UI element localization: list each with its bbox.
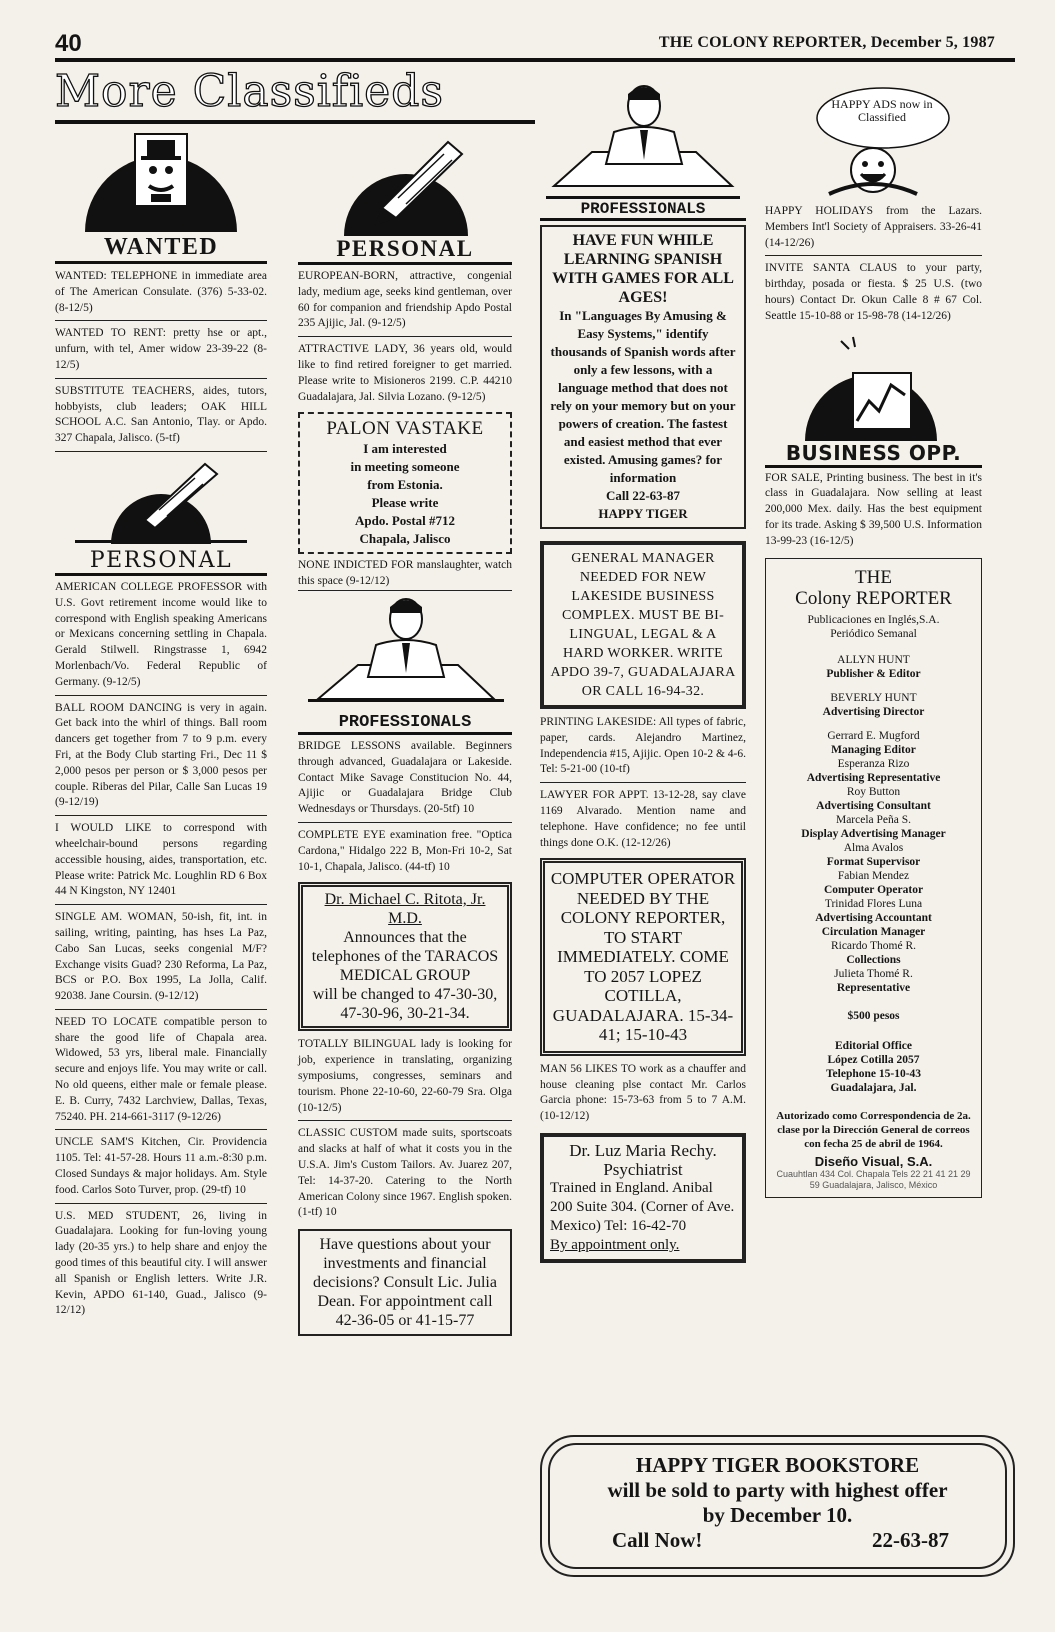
- office-line: Guadalajara, Jal.: [830, 1081, 917, 1094]
- staff-person-role: Advertising Director: [822, 705, 925, 718]
- staff-person-name: ALLYN HUNT: [837, 653, 910, 666]
- quill-pen-illustration: [298, 128, 512, 236]
- none-indicted-ad: NONE INDICTED FOR manslaughter, watch this space (9-12/12): [298, 558, 512, 591]
- staff-person-name: Marcela Peña S.: [835, 813, 912, 826]
- staff-entry: [772, 967, 975, 995]
- staff-person-role: Computer Operator: [823, 883, 924, 896]
- staff-person-role: Collections: [846, 953, 901, 966]
- bookstore-line3: by December 10.: [702, 1503, 853, 1527]
- list-item: ATTRACTIVE LADY, 36 years old, would like to find retired foreigner to get married. Please write to Misioneros 2199. C.P. 44210 Guadalajara, Jal. Silvia Lozano. (9-12/5): [298, 343, 512, 403]
- list-item: BRIDGE LESSONS available. Beginners through advanced, Guadalajara or Lakeside. Contact Mike Savage Constitucion No. 44, Ajijic or Guadalajara Bridge Club Wednesdays or Thursdays. (20-5tf) 10: [298, 737, 512, 823]
- text-line: in meeting someone: [350, 459, 460, 475]
- bookstore-inner: [548, 1443, 1007, 1569]
- wanted-man-illustration: [55, 128, 267, 232]
- rechy-body: Trained in England. Anibal 200 Suite 304. (Corner of Ave. Mexico) Tel: 16-42-70: [550, 1180, 735, 1235]
- staff-entry: [772, 925, 975, 939]
- palon-vastake-box: [298, 412, 512, 554]
- ritota-name: Dr. Michael C. Ritota, Jr. M.D.: [324, 891, 486, 928]
- list-item: PRINTING LAKESIDE: All types of fabric, paper, cards. Alejandro Martinez, Independencia #15, Ajijic. Open 10-2 & 4-6. Tel: 5-21-00 (10-tf): [540, 713, 746, 783]
- list-item: UNCLE SAM'S Kitchen, Cir. Providencia 1105. Tel: 41-57-28. Hours 11 a.m.-8:30 p.m. Closed Sundays & major holidays. Am. Style food. Carlos Soto Turver, prop. (29-tf) 10: [55, 1133, 267, 1203]
- spanish-lessons-box: [540, 225, 746, 529]
- staff-entry: [772, 785, 975, 813]
- list-item: BALL ROOM DANCING is very in again. Get back into the whirl of things. Ball room dancers get together from 7 to 9 p.m. every Fri, at the Body Club starting Fri., Dec 11 $ 2,000 pesos per person or $ 3,000 pesos per couple. Riberas del Pilar, Calle San Lucas 19 (9-12/19): [55, 699, 267, 817]
- office-line: López Cotilla 2057: [827, 1053, 920, 1066]
- col3-ads: [540, 713, 746, 855]
- ritota-box: [298, 882, 512, 1031]
- text-line: from Estonia.: [367, 477, 443, 493]
- staff-person-role: Circulation Manager: [821, 925, 926, 938]
- computer-operator-box: COMPUTER OPERATOR NEEDED BY THE COLONY REPORTER, TO START IMMEDIATELY. COME TO 2057 LOPEZ COTILLA, GUADALAJARA. 15-34-41; 15-10-43: [540, 858, 746, 1056]
- staff-entry: [772, 729, 975, 757]
- section-title-rule: [55, 120, 535, 124]
- bookstore-line2: will be sold to party with highest offer: [607, 1478, 948, 1502]
- list-item: COMPLETE EYE examination free. "Optica Cardona," Hidalgo 222 B, Mon-Fri 10-2, Sat 10-1, Chapala, Jalisco. (44-tf) 10: [298, 828, 512, 873]
- list-item: I WOULD LIKE to correspond with wheelchair-bound persons regarding accessible housing, aides, transportation, etc. Please write: Patrick Mc. Loughlin RD 6 Box 44 N Kingston, NY 12401: [55, 819, 267, 905]
- staff-person-role: Format Supervisor: [826, 855, 921, 868]
- staff-price: $500 pesos: [847, 1009, 900, 1022]
- staff-entry: [772, 653, 975, 681]
- staff-entry: [772, 757, 975, 785]
- page-number: 40: [55, 30, 82, 57]
- list-item: CLASSIC CUSTOM made suits, sportscoats and slacks at half of what it costs you in the U.S.A. Jim's Custom Tailors. Av. Juarez 207, Tel: 14-37-20. Catering to the North American Colony since 1967. English spoken. (1-tf) 10: [298, 1127, 512, 1219]
- staff-person-name: BEVERLY HUNT: [830, 691, 917, 704]
- personal-header-2: PERSONAL: [336, 236, 474, 261]
- staff-entry: [772, 841, 975, 869]
- ritota-phones: will be changed to 47-30-30, 47-30-96, 30-21-34.: [312, 986, 498, 1023]
- list-item: AMERICAN COLLEGE PROFESSOR with U.S. Govt retirement income would like to correspond with English speaking Americans or Mexicans concerning settling in Chapala. Gerald Stilwell. Ringstrasse 1, 6942 Morlenbach/Vo. Federal Republic of Germany. (9-12/5): [55, 578, 267, 696]
- staff-person-role: Advertising Representative: [806, 771, 941, 784]
- bookstore-phone: 22-63-87: [872, 1528, 949, 1552]
- staff-entry: [772, 897, 975, 925]
- staff-person-role: Advertising Consultant: [816, 799, 931, 812]
- list-item: HAPPY HOLIDAYS from the Lazars. Members Int'l Society of Appraisers. 33-26-41 (14-12/26): [765, 202, 982, 256]
- palon-title: PALON VASTAKE: [326, 418, 484, 440]
- personal-ads-2: [298, 267, 512, 409]
- staff-person-name: Gerrard E. Mugford: [827, 729, 920, 742]
- staff-person-role: Display Advertising Manager: [801, 827, 946, 840]
- staff-sub2: Periódico Semanal: [830, 627, 917, 640]
- julia-dean-box: Have questions about your investments and financial decisions? Consult Lic. Julia Dean. For appointment call 42-36-05 or 41-15-77: [298, 1229, 512, 1336]
- professional-man-illustration: [540, 78, 746, 200]
- personal-ads: [55, 578, 267, 1323]
- office-title: Editorial Office: [835, 1039, 912, 1052]
- spanish-call: Call 22-63-87: [605, 488, 681, 503]
- staff-person-name: Esperanza Rizo: [837, 757, 910, 770]
- header-rule: [55, 58, 1015, 62]
- list-item: WANTED: TELEPHONE in immediate area of The American Consulate. (376) 5-33-02. (8-12/5): [55, 267, 267, 321]
- staff-person-name: Julieta Thomé R.: [834, 967, 913, 980]
- ads-after-ritota: [298, 1035, 512, 1225]
- staff-entry: [772, 939, 975, 967]
- rechy-title: Psychiatrist: [603, 1160, 683, 1180]
- general-manager-box: GENERAL MANAGER NEEDED FOR NEW LAKESIDE BUSINESS COMPLEX. MUST BE BI-LINGUAL, LEGAL & A HARD WORKER. WRITE APDO 39-7, GUADALAJARA OR CALL 16-94-32.: [540, 541, 746, 709]
- rechy-box: [540, 1133, 746, 1263]
- staff-sub: Publicaciones en Inglés,S.A.: [807, 613, 940, 626]
- list-item: NEED TO LOCATE compatible person to share the good life of Chapala area. Widowed, 53 yrs, liberal male. Financially secure and enjoys life. You may write or call. No old queens, either male or female please. E. B. Curry, 7432 Larchview, Dallas, Texas, 75240. PH. 214-661-3117 (9-12/26): [55, 1013, 267, 1131]
- personal-header-rule: [55, 573, 267, 576]
- quill-pen-illustration: [55, 458, 267, 548]
- text-line: Apdo. Postal #712: [354, 513, 456, 529]
- text-line: Chapala, Jalisco: [359, 531, 451, 547]
- staff-person-role: Managing Editor: [831, 743, 916, 756]
- business-header-rule: [765, 465, 982, 468]
- professionals-ads-2: [298, 737, 512, 879]
- list-item: U.S. MED STUDENT, 26, living in Guadalajara. Looking for fun-loving young lady (20-35 yrs.) to help share and enjoy the good times of this beautiful city. I will answer all Spanish or English letters. Write J.R. Kevin, APDO 61-140, Guad., Jalisco (9-12/12): [55, 1209, 267, 1317]
- column-1: [55, 128, 267, 1326]
- bookstore-title: HAPPY TIGER BOOKSTORE: [635, 1453, 920, 1477]
- staff-entry: [772, 691, 975, 719]
- staff-person-name: Ricardo Thomé R.: [830, 939, 917, 952]
- professionals-header-2: PROFESSIONALS: [338, 712, 472, 732]
- list-item: LAWYER FOR APPT. 13-12-28, say clave 1169 Alvarado. Mention name and telephone. Have confidence; no fee until things done O.K. (12-12/26): [540, 789, 746, 849]
- staff-person-name: Alma Avalos: [843, 841, 904, 854]
- staff-person-name: Fabian Mendez: [837, 869, 910, 882]
- section-title: More Classifieds: [55, 66, 444, 117]
- text-line: I am interested: [363, 441, 447, 457]
- wanted-header: WANTED: [103, 234, 219, 260]
- text-line: Please write: [371, 495, 439, 511]
- column-3: [540, 78, 746, 1263]
- staff-person-role: Publisher & Editor: [826, 667, 921, 680]
- wanted-ads: [55, 267, 267, 452]
- column-2: [298, 128, 512, 1336]
- bookstore-call-row: [550, 1528, 1005, 1553]
- staff-entry: [772, 813, 975, 841]
- business-opp-header: BUSINESS OPP.: [785, 440, 962, 465]
- list-item: TOTALLY BILINGUAL lady is looking for job, experience in translating, organizing symposiums, congresses, seminars and tourism. Phone 22-10-60, 22-60-79 Sra. Olga (10-12/5): [298, 1035, 512, 1121]
- bookstore-box: [540, 1435, 1015, 1577]
- staff-box: [765, 558, 982, 1198]
- staff-person-name: Trinidad Flores Luna: [824, 897, 923, 910]
- office-line: Telephone 15-10-43: [825, 1067, 922, 1080]
- design-credit: Diseño Visual, S.A.: [814, 1153, 933, 1169]
- col4-ads: [765, 202, 982, 329]
- staff-person-role: Advertising Accountant: [815, 911, 932, 924]
- professional-man-illustration: [298, 595, 512, 713]
- rechy-name: Dr. Luz Maria Rechy.: [569, 1141, 717, 1161]
- publication-line: THE COLONY REPORTER, December 5, 1987: [658, 34, 995, 51]
- column-4: [765, 86, 982, 1198]
- personal-header-rule-2: [298, 262, 512, 265]
- list-item: SINGLE AM. WOMAN, 50-ish, fit, int. in sailing, writing, painting, has hses La Paz, Cabo San Lucas, seeks congenial M/F? Exchange visits Guad? 230 Reforma, La Paz, BCS or P.O. Box 1995, La Jolla, Calif. 92038. Jane Coursin. (9-12/12): [55, 908, 267, 1010]
- list-item: SUBSTITUTE TEACHERS, aides, tutors, hobbyists, club leaders; OAK HILL SCHOOL A.C. San Antonio, Tlay. or Apdo. 327 Chapala, Jalisco. (5-tf): [55, 382, 267, 452]
- list-item: WANTED TO RENT: pretty hse or apt., unfurn, with tel, Amer widow 23-39-22 (8-12/5): [55, 324, 267, 378]
- legal-text: Autorizado como Correspondencia de 2a. clase por la Dirección General de correos con fecha 25 de abril de 1964.: [776, 1109, 971, 1150]
- list-item: INVITE SANTA CLAUS to your party, birthday, posada or fiesta. $ 25 U.S. (two hours) Contact Dr. Okun Calle 8 # 67 Col. Seattle 15-10-88 or 15-98-78 (14-12/26): [765, 262, 982, 322]
- spanish-body: In "Languages By Amusing & Easy Systems," identify thousands of Spanish words after only a few lessons, with a language method that does not rely on your memory but on your powers of creation. The fastest and easiest method that ever existed. Amusing games? for information: [550, 308, 736, 485]
- business-ad: FOR SALE, Printing business. The best in it's class in Guadalajara. Now selling at least 200,000 Mex. daily. Has the best equipment for its trade. Asking $ 39,500 U.S. Information 13-99-23 (16-12/5): [765, 471, 982, 547]
- design-address: Cuauhtlan 434 Col. Chapala Tels 22 21 41 21 29 59 Guadalajara, Jalisco, México: [776, 1168, 971, 1190]
- wanted-header-rule: [55, 261, 267, 264]
- personal-header: PERSONAL: [89, 547, 233, 573]
- staff-entry: [772, 869, 975, 897]
- business-chart-illustration: [765, 335, 982, 441]
- staff-person-role: Representative: [836, 981, 911, 994]
- rechy-appointment: By appointment only.: [550, 1237, 680, 1254]
- spanish-title: HAVE FUN WHILE LEARNING SPANISH WITH GAMES FOR ALL AGES!: [552, 232, 734, 306]
- staff-person-name: Roy Button: [846, 785, 901, 798]
- ritota-text: Announces that the telephones of the TARACOS MEDICAL GROUP: [311, 929, 499, 985]
- list-item: EUROPEAN-BORN, attractive, congenial lady, medium age, seeks kind gentleman, over 60 for companion and friendship Apdo Postal 235 Ajijic, Jal. (9-12/5): [298, 267, 512, 337]
- staff-the: THE: [855, 566, 892, 588]
- chauffer-ad: MAN 56 LIKES TO work as a chauffer and house cleaning plse contact Mr. Carlos Garcia phone: 15-73-63 from 5 to 7 A.M. (10-12/12): [540, 1062, 746, 1123]
- staff-name: Colony REPORTER: [795, 587, 952, 609]
- professionals-header-rule-2: [298, 732, 512, 735]
- palon-lines: [306, 440, 504, 548]
- bookstore-call: Call Now!: [612, 1528, 703, 1552]
- happy-ads-bubble-text: HAPPY ADS now in Classified: [831, 97, 933, 124]
- professionals-header: PROFESSIONALS: [580, 200, 706, 218]
- staff-list: [772, 653, 975, 995]
- professionals-header-rule: [540, 218, 746, 221]
- spanish-sign: HAPPY TIGER: [598, 506, 688, 521]
